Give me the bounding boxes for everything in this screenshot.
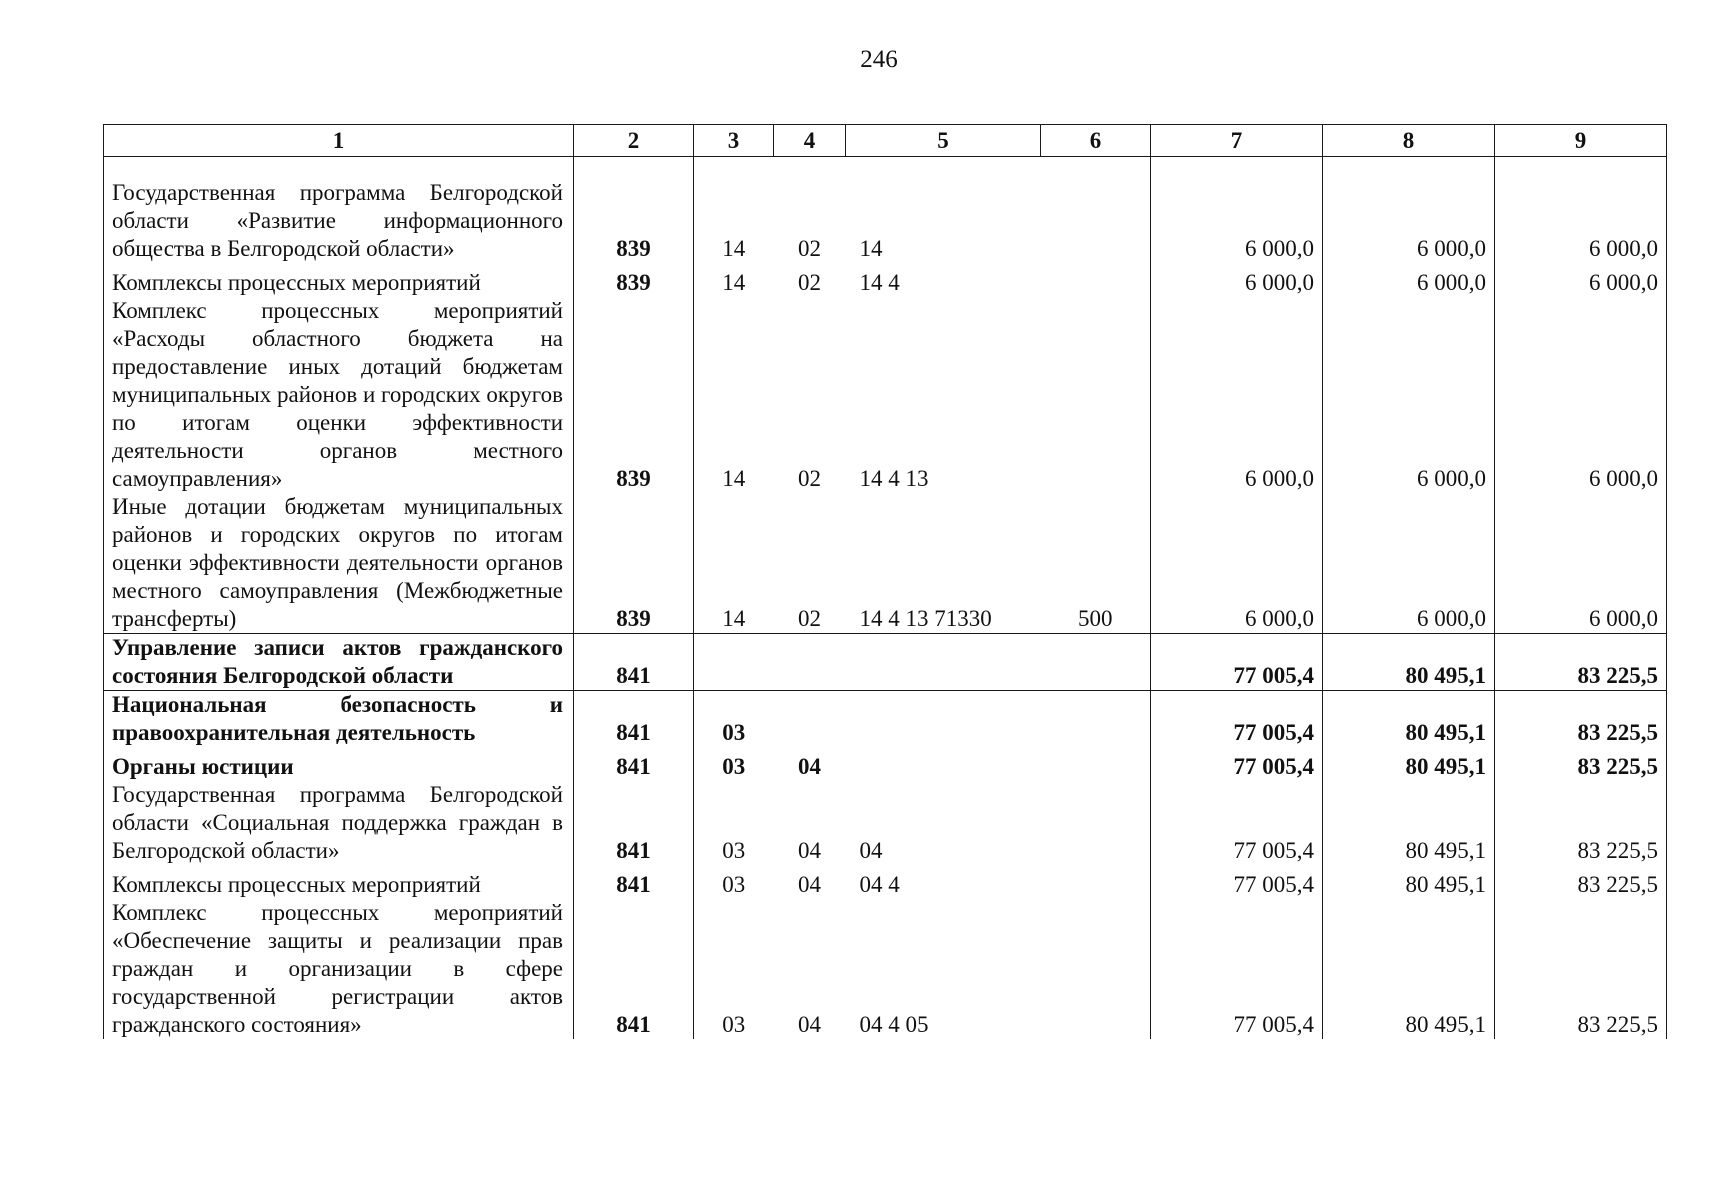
row-name: Комплекс процессных мероприятий «Расходы областного бюджета на предоставление иных дотаций бюджетам муниципальных районов и городских округов по итогам оценки эффективности деятельности органов местного самоуправления» — [104, 297, 574, 493]
row-subsection — [774, 691, 846, 748]
row-expense-type — [1041, 634, 1151, 691]
row-amount-7: 77 005,4 — [1151, 899, 1323, 1039]
table-row — [104, 865, 1667, 899]
table-row — [104, 297, 1667, 493]
row-amount-9: 83 225,5 — [1495, 865, 1667, 899]
row-code: 839 — [574, 263, 694, 297]
header-col-8: 8 — [1323, 125, 1495, 157]
row-target: 04 — [859, 838, 883, 863]
row-amount-9: 6 000,0 — [1495, 493, 1667, 634]
row-target: 14 — [859, 236, 883, 261]
row-amount-8: 80 495,1 — [1323, 899, 1495, 1039]
row-subsection: 04 — [798, 872, 821, 897]
row-amount-8: 6 000,0 — [1323, 297, 1495, 493]
table-row — [104, 157, 1667, 264]
header-col-2: 2 — [574, 125, 694, 157]
row-target — [846, 634, 1041, 691]
row-amount-7: 6 000,0 — [1151, 297, 1323, 493]
row-code: 839 — [574, 157, 694, 264]
header-col-9: 9 — [1495, 125, 1667, 157]
row-name: Национальная безопасность и правоохранительная деятельность — [104, 691, 574, 748]
row-subsection: 04 — [798, 838, 821, 863]
row-amount-9: 83 225,5 — [1495, 691, 1667, 748]
table-row — [104, 781, 1667, 865]
row-target: 14 4 13 71330 — [859, 606, 992, 631]
row-expense-type: 500 — [1041, 493, 1151, 634]
table-row — [104, 899, 1667, 1039]
row-amount-9: 83 225,5 — [1495, 781, 1667, 865]
row-code: 839 — [574, 493, 694, 634]
row-name: Комплексы процессных мероприятий — [104, 865, 574, 899]
row-amount-7: 77 005,4 — [1151, 781, 1323, 865]
row-code: 841 — [574, 781, 694, 865]
row-subsection: 04 — [798, 754, 821, 779]
header-col-6: 6 — [1041, 125, 1151, 157]
row-amount-9: 83 225,5 — [1495, 747, 1667, 781]
row-target: 04 4 05 — [859, 1012, 929, 1037]
row-subsection: 02 — [798, 466, 821, 491]
row-subsection: 02 — [798, 236, 821, 261]
row-name: Иные дотации бюджетам муниципальных районов и городских округов по итогам оценки эффективности деятельности органов местного самоуправления (Межбюджетные трансферты) — [104, 493, 574, 634]
row-name: Государственная программа Белгородской области «Развитие информационного общества в Белгородской области» — [104, 157, 574, 264]
row-amount-7: 77 005,4 — [1151, 634, 1323, 691]
row-name: Органы юстиции — [104, 747, 574, 781]
header-col-1: 1 — [104, 125, 574, 157]
row-amount-9: 83 225,5 — [1495, 899, 1667, 1039]
row-amount-7: 77 005,4 — [1151, 691, 1323, 748]
row-name: Комплексы процессных мероприятий — [104, 263, 574, 297]
row-amount-8: 6 000,0 — [1323, 263, 1495, 297]
row-name: Управление записи актов гражданского состояния Белгородской области — [104, 634, 574, 691]
row-amount-7: 6 000,0 — [1151, 263, 1323, 297]
row-expense-type — [1041, 781, 1151, 865]
header-col-4: 4 — [774, 125, 846, 157]
row-amount-8: 6 000,0 — [1323, 493, 1495, 634]
row-amount-9: 6 000,0 — [1495, 297, 1667, 493]
budget-table — [103, 124, 1667, 1039]
table-row — [104, 263, 1667, 297]
row-amount-8: 80 495,1 — [1323, 691, 1495, 748]
row-target: 14 4 — [859, 270, 900, 295]
row-amount-9: 6 000,0 — [1495, 263, 1667, 297]
row-target: 14 4 13 — [859, 466, 929, 491]
row-amount-8: 80 495,1 — [1323, 865, 1495, 899]
row-expense-type — [1041, 747, 1151, 781]
row-expense-type — [1041, 297, 1151, 493]
row-amount-8: 6 000,0 — [1323, 157, 1495, 264]
row-expense-type — [1041, 157, 1151, 264]
row-code: 841 — [574, 747, 694, 781]
row-section: 03 — [694, 865, 774, 899]
row-section: 14 — [694, 263, 774, 297]
row-amount-7: 77 005,4 — [1151, 747, 1323, 781]
row-amount-9: 83 225,5 — [1495, 634, 1667, 691]
table-row — [104, 747, 1667, 781]
header-col-7: 7 — [1151, 125, 1323, 157]
row-target — [846, 747, 1041, 781]
row-section — [694, 634, 774, 691]
row-subsection — [774, 634, 846, 691]
row-code: 841 — [574, 865, 694, 899]
row-amount-8: 80 495,1 — [1323, 634, 1495, 691]
table-header-row — [104, 125, 1667, 157]
row-expense-type — [1041, 899, 1151, 1039]
row-target — [846, 691, 1041, 748]
row-code: 839 — [574, 297, 694, 493]
row-subsection: 02 — [798, 606, 821, 631]
table-row — [104, 634, 1667, 691]
row-amount-8: 80 495,1 — [1323, 781, 1495, 865]
row-expense-type — [1041, 691, 1151, 748]
row-section: 03 — [694, 781, 774, 865]
row-expense-type — [1041, 865, 1151, 899]
row-name: Государственная программа Белгородской области «Социальная поддержка граждан в Белгородской области» — [104, 781, 574, 865]
table-row — [104, 691, 1667, 748]
row-section: 14 — [694, 493, 774, 634]
row-section: 03 — [694, 899, 774, 1039]
row-name: Комплекс процессных мероприятий «Обеспечение защиты и реализации прав граждан и организации в сфере государственной регистрации актов гражданского состояния» — [104, 899, 574, 1039]
row-expense-type — [1041, 263, 1151, 297]
row-amount-9: 6 000,0 — [1495, 157, 1667, 264]
row-subsection: 02 — [798, 270, 821, 295]
row-target: 04 4 — [859, 872, 900, 897]
header-col-3: 3 — [694, 125, 774, 157]
header-col-5: 5 — [846, 125, 1041, 157]
row-section: 03 — [694, 691, 774, 748]
row-code: 841 — [574, 634, 694, 691]
row-section: 14 — [694, 157, 774, 264]
row-section: 14 — [694, 297, 774, 493]
row-amount-7: 6 000,0 — [1151, 157, 1323, 264]
row-code: 841 — [574, 899, 694, 1039]
row-code: 841 — [574, 691, 694, 748]
row-amount-8: 80 495,1 — [1323, 747, 1495, 781]
row-amount-7: 6 000,0 — [1151, 493, 1323, 634]
row-section: 03 — [694, 747, 774, 781]
page-number: 246 — [860, 46, 898, 73]
row-subsection: 04 — [798, 1012, 821, 1037]
row-amount-7: 77 005,4 — [1151, 865, 1323, 899]
table-row — [104, 493, 1667, 634]
